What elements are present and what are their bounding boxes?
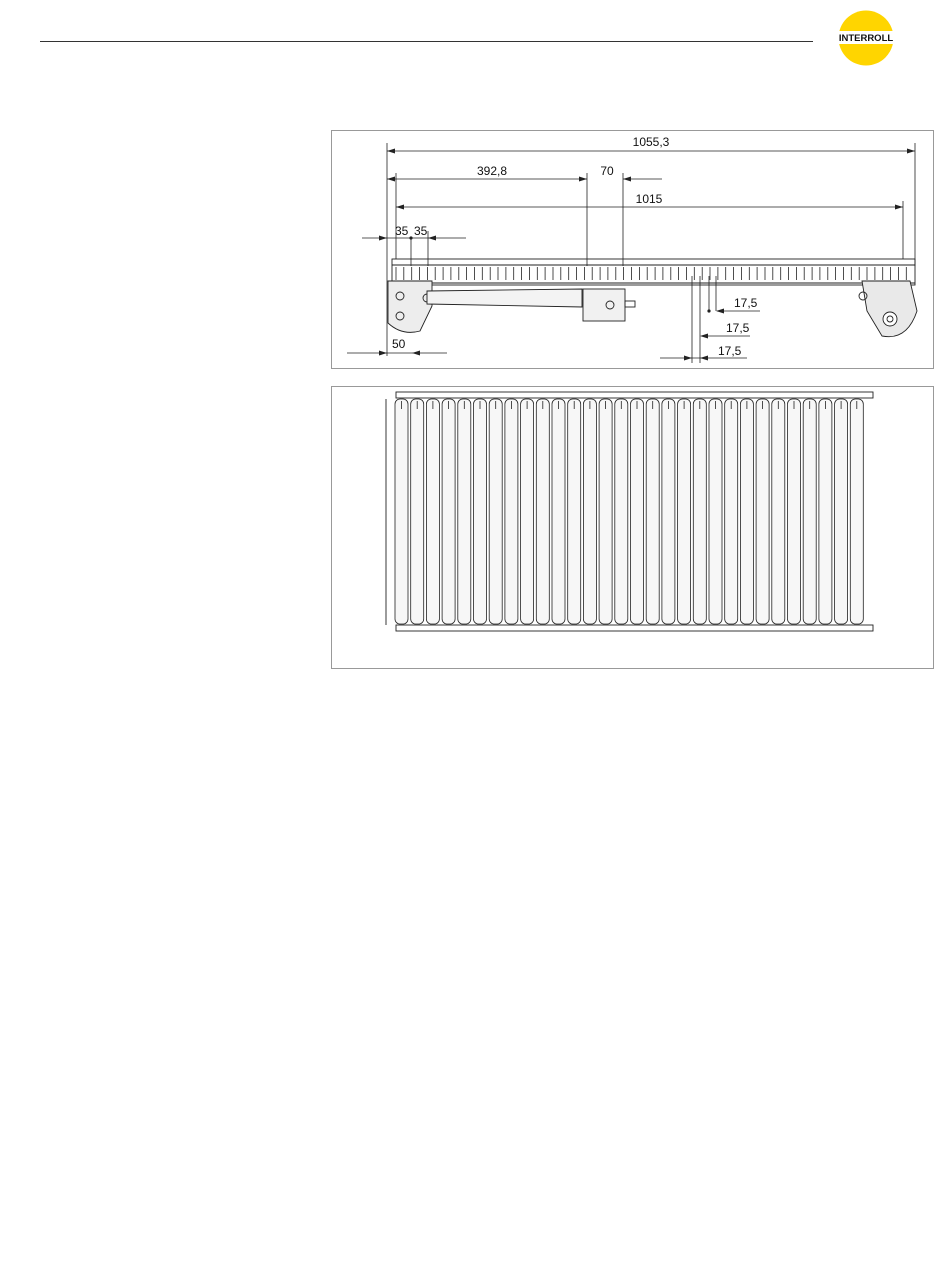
dim-height-a: 17,5 [734,296,758,310]
roller [458,399,471,624]
roller [788,399,801,624]
roller [709,399,722,624]
side-view-drawing [332,131,933,368]
roller [599,399,612,624]
roller [615,399,628,624]
roller [568,399,581,624]
roller [835,399,848,624]
roller [426,399,439,624]
interroll-logo [838,10,894,66]
roller [803,399,816,624]
roller [819,399,832,624]
top-view-frame [331,386,934,669]
roller [411,399,424,624]
dim-pitch-a: 35 [395,224,409,238]
roller [662,399,675,624]
dim-motor-position: 392,8 [476,164,508,178]
roller [678,399,691,624]
dim-pitch-b: 35 [414,224,428,238]
roller [583,399,596,624]
roller [536,399,549,624]
side-view-frame [331,130,934,369]
roller [646,399,659,624]
roller [850,399,863,624]
dim-height-b: 17,5 [726,321,750,335]
roller [693,399,706,624]
dim-roller-span: 1015 [635,192,663,206]
dim-overall-length: 1055,3 [632,135,670,149]
roller [489,399,502,624]
header-rule [40,41,813,42]
roller [631,399,644,624]
dim-height-c: 17,5 [718,344,742,358]
logo-text: INTERROLL [838,33,894,44]
roller [505,399,518,624]
rollers [395,399,863,624]
roller [740,399,753,624]
dim-motor-width: 70 [600,164,614,178]
roller-ticks [396,267,906,280]
roller [474,399,487,624]
roller [552,399,565,624]
roller [725,399,738,624]
roller [756,399,769,624]
dim-end-offset: 50 [392,337,406,351]
roller [395,399,408,624]
roller [772,399,785,624]
top-view-drawing [332,387,933,668]
roller [521,399,534,624]
roller [442,399,455,624]
